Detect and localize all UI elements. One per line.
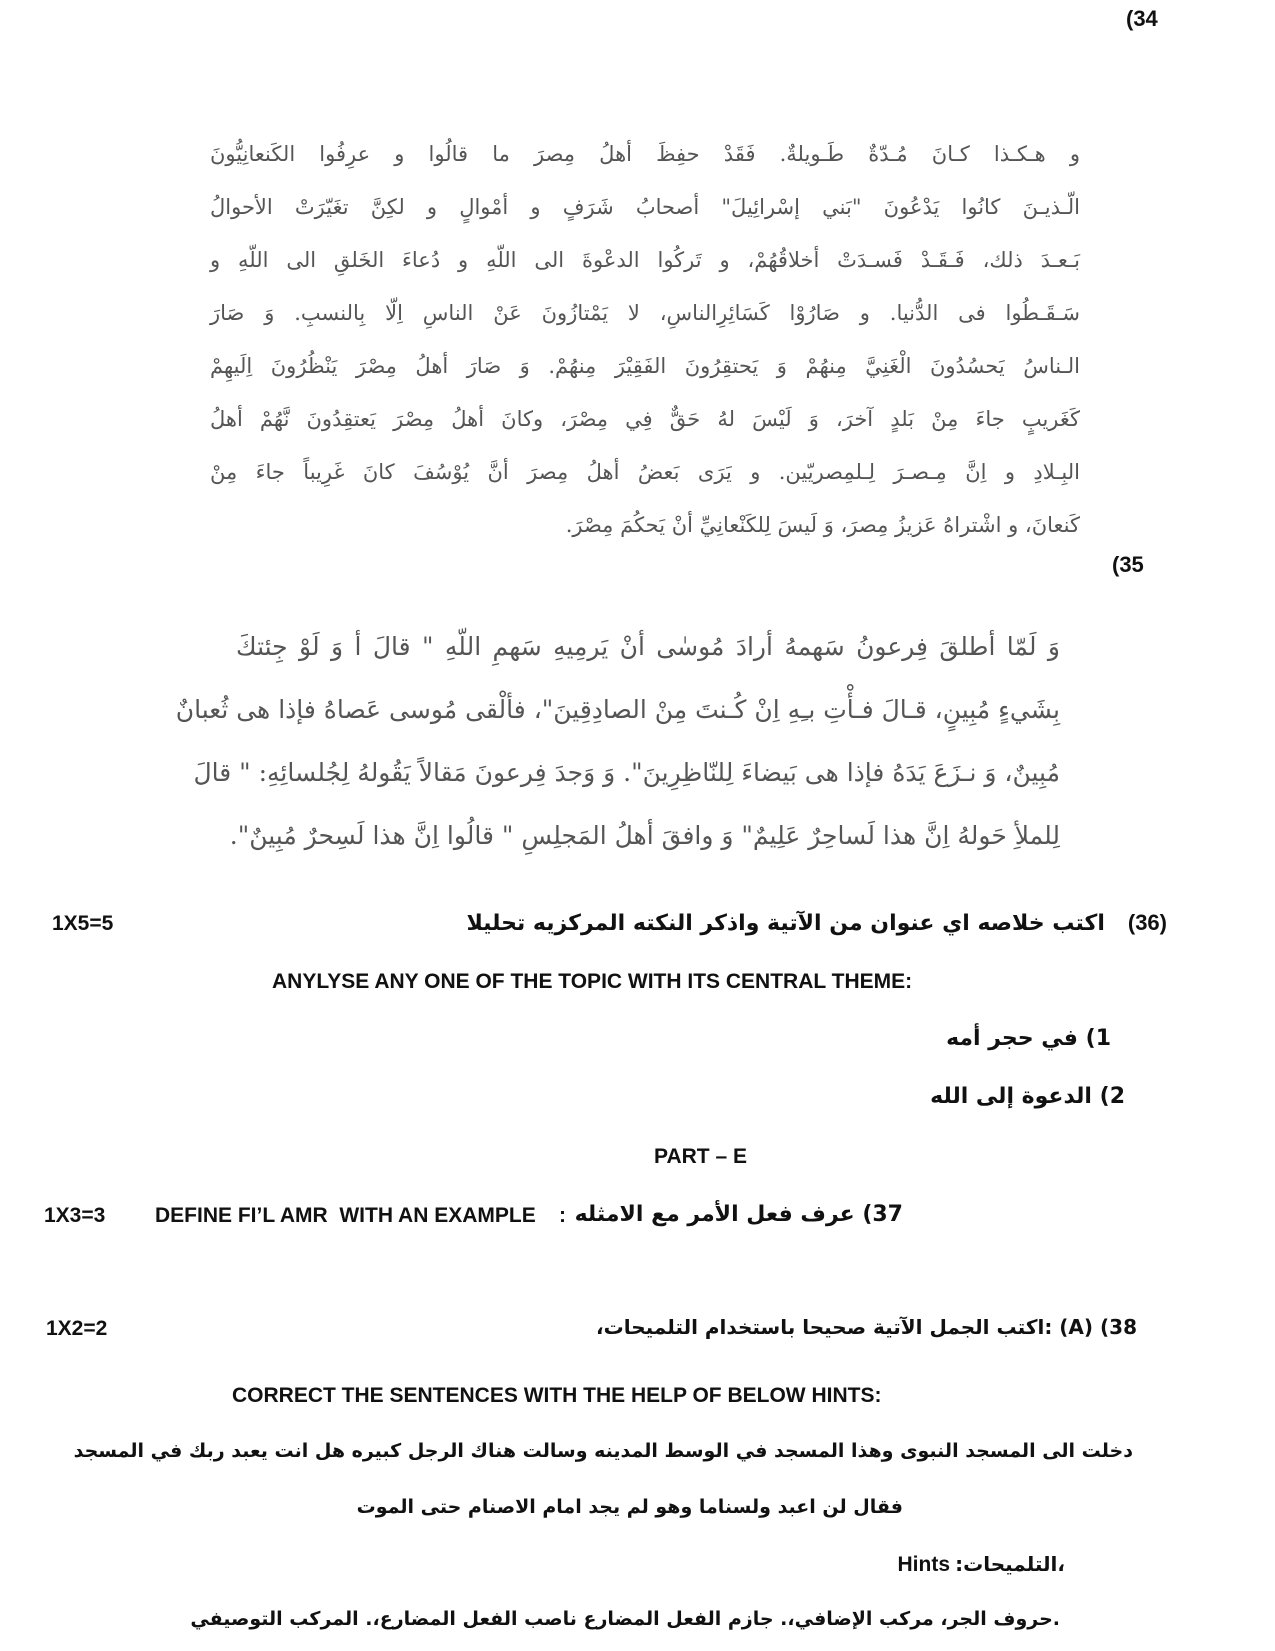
passage-line: و هـكـذا كـانَ مُـدّةٌ طَـويلةٌ. فَقَدْ حفِظَ أهلُ مِصرَ ما قالُوا و عرِفُوا الكَنعانِيُّونَ [210,142,1080,166]
passage-line: كَنعانَ، و اشْتراهُ عَزيزُ مِصرَ، وَ لَيسَ لِلكَنْعانِيِّ أنْ يَحكُمَ مِصْرَ. [565,513,1080,537]
hints-list: .حروف الجر، مركب الإضافي،. جازم الفعل المضارع ناصب الفعل المضارع،. المركب التوصيفي [190,1608,1060,1630]
option-2: 2) الدعوة إلى الله [930,1084,1125,1109]
question-38-english: CORRECT THE SENTENCES WITH THE HELP OF BELOW HINTS: [232,1384,882,1407]
question-35-label: (35 [1112,552,1144,577]
passage-line: وَ لَمّا أطلقَ فِرعونُ سَهمهُ أرادَ مُوسٰى أنْ يَرمِيهِ سَهمِ اللّهِ " قالَ أ وَ لَوْ جِئتكَ [236,632,1060,661]
passage-line: بِشَيءٍ مُبِينٍ، قـالَ فـأْتِ بـِهِ اِنْ كُـنتَ مِنْ الصادِقِينَ"، فألْقى مُوسى عَصاهُ فإذا هى ثُعبانٌ [175,695,1060,724]
marks-36: 1X5=5 [52,912,114,935]
passage-line: لِلملأِ حَولهُ اِنَّ هذا لَساحِرٌ عَلِيمٌ" وَ وافقَ أهلُ المَجلِسِ " قالُوا اِنَّ هذا لَسِحرٌ مُبِينٌ". [229,821,1060,850]
hints-arabic: :التلميحات، [955,1552,1065,1576]
passage-line: بَـعـدَ ذلك، فَـقَـدْ فَسـدَتْ أخلاقُهُمْ، و تَركُوا الدعْوةَ الى اللّهِ و دُعاءَ الخَلقِ الى اللّهِ و [210,248,1080,272]
marks-38: 1X2=2 [46,1317,108,1340]
part-heading: PART – E [654,1145,747,1168]
passage-line: كَغَريبٍ جاءَ مِنْ بَلدٍ آخرَ، وَ لَيْسَ لهُ حَقٌّ فِي مِصْرَ، وكانَ أهلُ مِصْرَ يَعتقِدُونَ نَّهُمْ أهلُ [210,407,1080,431]
sentence-2: فقال لن اعبد ولسناما وهو لم يجد امام الاصنام حتى الموت [356,1496,903,1518]
passage-line: سَـقَـطُوا فى الدُّنيا. و صَارُوْا كَسَائِرِالناسِ، لا يَمْتازُونَ عَنْ الناسِ اِلّا بِالنسبِ. وَ صَارَ [210,301,1080,325]
question-36-english: ANYLYSE ANY ONE OF THE TOPIC WITH ITS CENTRAL THEME: [272,970,913,993]
passage-line: الـناسُ يَحسُدُونَ الْغَنِيَّ مِنهُمْ وَ يَحتقِرُونَ الفَقِيْرَ مِنهُمْ. وَ صَارَ أهلُ مِصْرَ يَنْظُرُونَ اِلَيهِمْ [210,354,1080,378]
question-37-arabic: 37) عرف فعل الأمر مع الامثله [574,1202,903,1227]
marks-37: 1X3=3 [44,1204,106,1227]
option-1: 1) في حجر أمه [946,1026,1111,1051]
passage-35 [175,615,1060,867]
question-34-label: (34 [1126,6,1158,31]
hints-english: Hints [897,1553,950,1576]
passage-line: البِـلادِ و اِنَّ مِـصـرَ لِـلمِصريّين. و يَرَى بَعضُ أهلُ مِصرَ أنَّ يُوْسُفَ كانَ غَرِيباً جاءَ مِنْ [210,460,1080,484]
question-37-english: DEFINE FI’L AMR WITH AN EXAMPLE : [155,1204,567,1227]
passage-34 [210,128,1080,552]
question-36-arabic: اكتب خلاصه اي عنوان من الآتية واذكر النكته المركزيه تحليلا [466,911,1105,936]
question-38-arabic: 38) (A) :اكتب الجمل الآتية صحيحا باستخدام التلميحات، [596,1315,1137,1339]
question-36-text [466,910,1167,936]
passage-line: مُبِينٌ، وَ نـزَعَ يَدَهُ فإذا هى بَيضاءَ لِلنّاظِرِينَ". وَ وَجدَ فِرعونَ مَقالاً يَقُولهُ لِجُلسائِهِ: " قالَ [193,758,1060,787]
sentence-1: دخلت الى المسجد النبوى وهذا المسجد في الوسط المدينه وسالت هناك الرجل كبيره هل انت يعبد ربك في المسجد [73,1440,1133,1462]
passage-line: الّـذيـنَ كانُوا يَدْعُونَ "بَني إسْرائِيلَ" أصحابُ شَرَفٍ و أمْوالٍ و لكِنَّ تغَيّرَتْ الأحوالُ [210,195,1080,219]
question-36-number: (36) [1127,910,1167,935]
hints-row [898,1552,1066,1577]
